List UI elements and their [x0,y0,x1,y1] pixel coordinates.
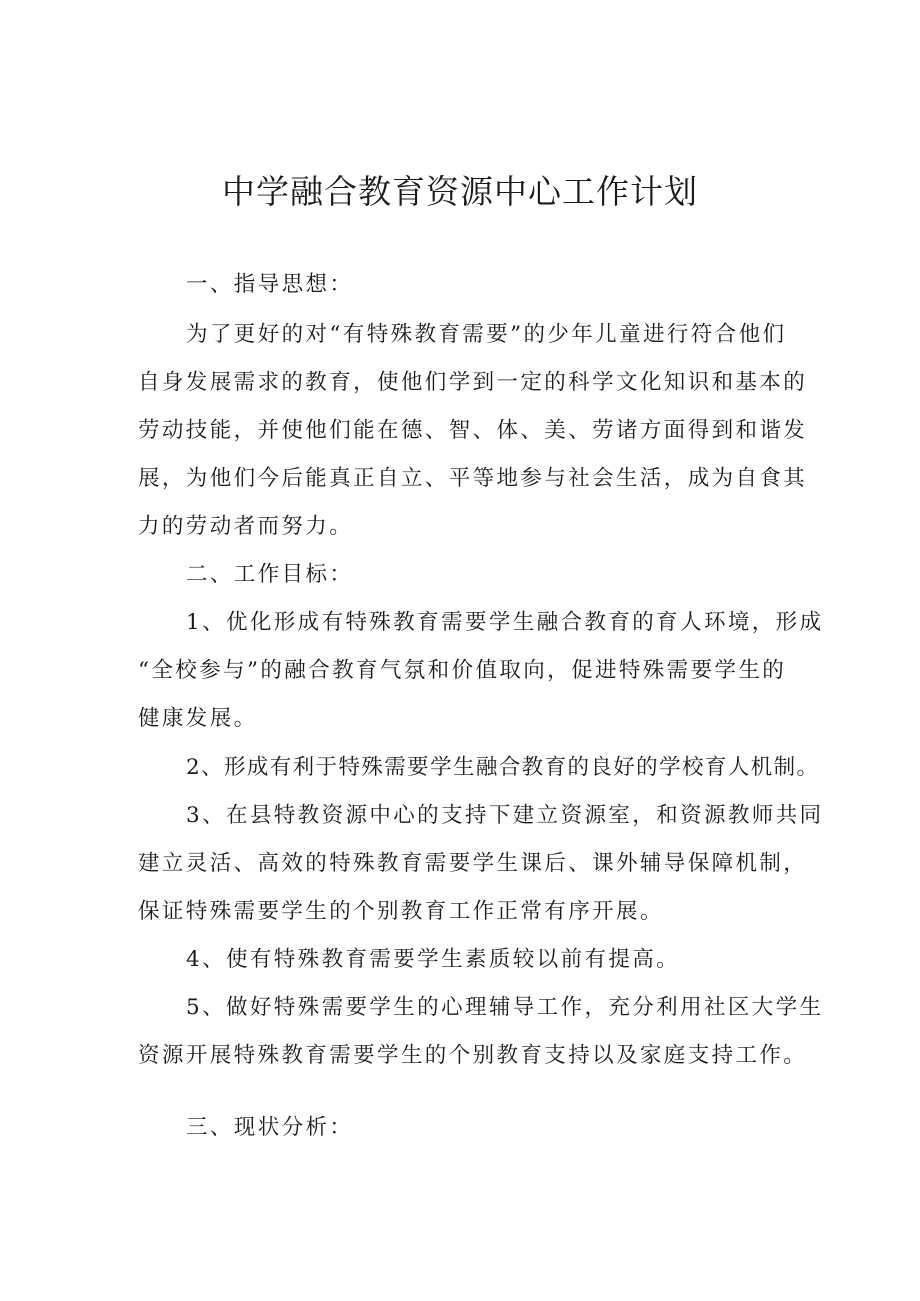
goal-item-5-line: 5、做好特殊需要学生的心理辅导工作，充分利用社区大学生 [186,995,824,1020]
goal-item-1-line: 健康发展。 [138,706,258,731]
goal-item-3-line: 保证特殊需要学生的个别教育工作正常有序开展。 [138,899,664,924]
goal-item-4-line: 4、使有特殊教育需要学生素质较以前有提高。 [186,947,681,972]
goal-item-1-line: “全校参与”的融合教育气氛和价值取向，促进特殊需要学生的 [138,658,787,683]
section1-para-line: 自身发展需求的教育，使他们学到一定的科学文化知识和基本的 [138,370,808,395]
goal-item-3-line: 建立灵活、高效的特殊教育需要学生课后、课外辅导保障机制， [138,851,808,876]
section1-para-line: 为了更好的对“有特殊教育需要”的少年儿童进行符合他们 [186,322,787,347]
section2-heading: 二、工作目标： [186,562,354,587]
section1-para-line: 展，为他们今后能真正自立、平等地参与社会生活，成为自食其 [138,466,808,491]
section1-para-line: 力的劳动者而努力。 [138,514,354,539]
goal-item-3-line: 3、在县特教资源中心的支持下建立资源室，和资源教师共同 [186,803,824,828]
document-title: 中学融合教育资源中心工作计划 [222,172,698,211]
section3-heading: 三、现状分析： [186,1115,354,1140]
section1-para-line: 劳动技能，并使他们能在德、智、体、美、劳诸方面得到和谐发 [138,418,808,443]
goal-item-5-line: 资源开展特殊教育需要学生的个别教育支持以及家庭支持工作。 [138,1043,808,1068]
section1-heading: 一、指导思想： [186,272,354,297]
goal-item-1-line: 1、优化形成有特殊教育需要学生融合教育的育人环境，形成 [186,610,824,635]
goal-item-2-line: 2、形成有利于特殊需要学生融合教育的良好的学校育人机制。 [186,755,820,780]
